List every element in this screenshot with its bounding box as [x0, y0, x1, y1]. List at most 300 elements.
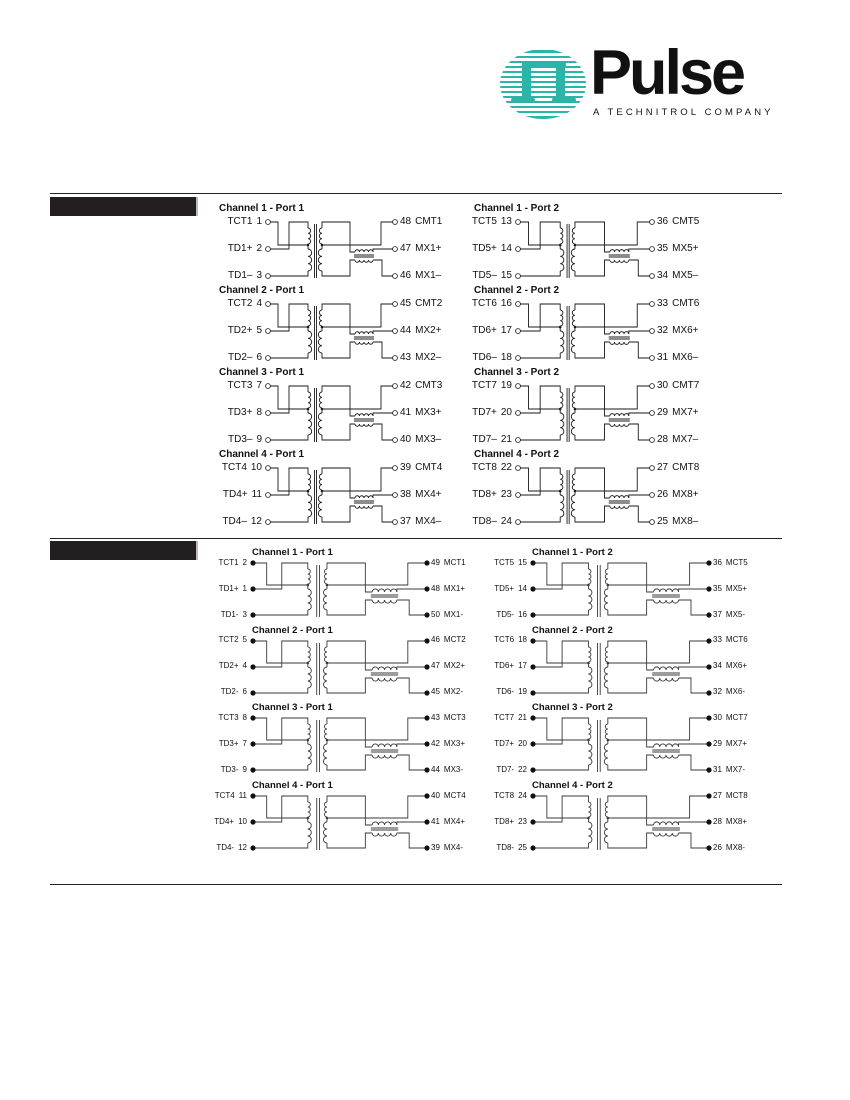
- pin-terminal: [251, 820, 255, 824]
- primary-coil-lower: [308, 589, 312, 610]
- signal-name: MX7+: [725, 738, 748, 748]
- signal-name: TCT8: [471, 461, 497, 473]
- pin-number: 24: [518, 790, 527, 800]
- pin-terminal: [266, 220, 271, 225]
- pin-label-left: [472, 517, 512, 527]
- tct-wire: [253, 563, 308, 585]
- sec-bottom-wire: [575, 260, 610, 276]
- sec-bottom-wire: [575, 424, 610, 440]
- pin-number: 22: [518, 764, 527, 774]
- pin-number: 31: [657, 351, 669, 363]
- pin-label-right: [713, 818, 747, 826]
- junction-dot: [321, 408, 324, 411]
- tdn-wire: [533, 843, 588, 848]
- pin-terminal: [707, 768, 711, 772]
- sec-bottom-wire: [327, 678, 372, 693]
- sec-top-wire: [322, 468, 355, 498]
- junction-dot: [607, 817, 610, 820]
- signal-name: MX6+: [672, 324, 699, 336]
- pin-label-right: [713, 636, 748, 644]
- mx-plus-wire: [679, 589, 709, 592]
- secondary-coil-lower: [323, 667, 327, 688]
- pin-label-left: [227, 299, 262, 309]
- sec-center-wire: [608, 563, 709, 585]
- secondary-coil-lower: [604, 744, 608, 765]
- pin-label-left: [494, 792, 527, 800]
- tdn-wire: [268, 353, 308, 358]
- choke-bottom-coil: [610, 424, 629, 426]
- pin-terminal: [425, 794, 429, 798]
- signal-name: TCT5: [494, 557, 515, 567]
- sec-center-wire: [327, 563, 427, 585]
- pin-terminal: [251, 690, 255, 694]
- signal-name: MX4–: [415, 515, 442, 527]
- choke-bottom-coil: [610, 260, 629, 262]
- sec-bottom-wire: [608, 678, 654, 693]
- sec-top-wire: [322, 386, 355, 416]
- junction-dot: [587, 739, 590, 742]
- mx-plus-wire: [629, 413, 652, 416]
- signal-name: MX2+: [443, 661, 466, 671]
- pin-terminal: [425, 561, 429, 565]
- sec-center-wire: [327, 718, 427, 740]
- pin-terminal: [707, 716, 711, 720]
- junction-dot: [574, 326, 577, 329]
- pin-label-left: [221, 688, 247, 696]
- pin-label-left: [219, 662, 247, 670]
- secondary-coil-lower: [318, 331, 322, 353]
- pin-number: 22: [500, 461, 512, 473]
- pin-label-left: [472, 463, 512, 473]
- pin-number: 3: [242, 609, 247, 619]
- pin-label-right: [400, 353, 441, 363]
- pin-terminal: [266, 329, 271, 334]
- pin-label-right: [713, 559, 748, 567]
- signal-name: TD1+: [227, 242, 253, 254]
- choke-bottom-coil: [372, 833, 397, 836]
- signal-name: TCT6: [471, 297, 497, 309]
- sec-center-wire: [608, 796, 709, 818]
- primary-coil-lower: [308, 413, 312, 435]
- mx-plus-wire: [397, 667, 427, 670]
- signal-name: TD5-: [496, 609, 515, 619]
- pin-terminal: [707, 638, 711, 642]
- signal-name: TD8+: [472, 488, 497, 500]
- pin-number: 46: [431, 635, 440, 645]
- signal-name: TCT3: [218, 712, 239, 722]
- pin-label-left: [216, 844, 247, 852]
- pin-label-left: [215, 792, 247, 800]
- secondary-coil-upper: [605, 724, 608, 739]
- sec-center-wire: [327, 796, 427, 818]
- pin-number: 15: [500, 269, 512, 281]
- primary-coil-lower: [308, 495, 312, 517]
- mx-plus-wire: [629, 249, 652, 252]
- pin-label-right: [657, 326, 699, 336]
- junction-dot: [307, 408, 310, 411]
- pin-terminal: [516, 247, 521, 252]
- sec-center-wire: [608, 641, 709, 663]
- pin-label-left: [228, 408, 262, 418]
- mx-minus-wire: [679, 678, 709, 693]
- pin-terminal: [650, 247, 655, 252]
- choke-top-coil: [372, 822, 397, 825]
- pin-label-right: [400, 408, 442, 418]
- pin-terminal: [516, 411, 521, 416]
- transformer-schematic: [249, 702, 431, 776]
- sec-center-wire: [575, 386, 652, 409]
- mx-minus-wire: [373, 260, 395, 276]
- pin-number: 27: [713, 790, 722, 800]
- pin-label-right: [400, 271, 441, 281]
- pin-terminal: [531, 846, 535, 850]
- tct-wire: [518, 386, 560, 409]
- pin-number: 19: [518, 687, 527, 697]
- sec-top-wire: [608, 718, 654, 747]
- sec-center-wire: [322, 386, 395, 409]
- signal-name: TD2-: [220, 687, 239, 697]
- pin-number: 1: [242, 583, 247, 593]
- pin-number: 9: [256, 433, 262, 445]
- pin-label-right: [400, 463, 442, 473]
- pin-terminal: [393, 384, 398, 389]
- signal-name: MX3+: [443, 738, 466, 748]
- signal-name: MX6-: [725, 687, 746, 697]
- pin-terminal: [516, 466, 521, 471]
- channel-title: Channel 1 - Port 1: [219, 203, 305, 214]
- pin-terminal: [531, 820, 535, 824]
- signal-name: MX5+: [672, 242, 699, 254]
- signal-name: MX1-: [443, 609, 464, 619]
- pin-number: 4: [242, 661, 247, 671]
- pin-terminal: [266, 411, 271, 416]
- transformer-schematic: [529, 780, 713, 854]
- pin-terminal: [531, 613, 535, 617]
- pin-number: 26: [713, 842, 722, 852]
- secondary-coil-lower: [571, 495, 575, 517]
- transformer-schematic: [514, 203, 656, 282]
- pin-terminal: [393, 411, 398, 416]
- pin-label-left: [222, 517, 262, 527]
- primary-coil-upper: [588, 647, 591, 662]
- signal-name: TD5+: [494, 583, 515, 593]
- transformer-schematic: [264, 285, 399, 364]
- pin-label-left: [228, 271, 262, 281]
- tdn-wire: [518, 517, 560, 522]
- sec-bottom-wire: [327, 755, 372, 770]
- pin-number: 36: [657, 215, 669, 227]
- choke-top-coil: [610, 332, 629, 334]
- pin-label-right: [400, 435, 441, 445]
- choke-bottom-coil: [654, 600, 679, 603]
- pin-label-right: [713, 766, 745, 774]
- pin-number: 48: [431, 583, 440, 593]
- sec-center-wire: [322, 222, 395, 245]
- choke-bottom-coil: [610, 342, 629, 344]
- channel-title: Channel 4 - Port 1: [219, 449, 305, 460]
- pin-terminal: [251, 561, 255, 565]
- pin-number: 38: [400, 488, 412, 500]
- pin-terminal: [531, 768, 535, 772]
- pin-label-left: [472, 381, 512, 391]
- sec-center-wire: [322, 304, 395, 327]
- mx-plus-wire: [373, 495, 395, 498]
- mx-minus-wire: [397, 755, 427, 770]
- pin-terminal: [266, 247, 271, 252]
- tct-wire: [253, 718, 308, 740]
- transformer-schematic: [529, 547, 713, 621]
- pin-number: 5: [242, 635, 247, 645]
- sec-bottom-wire: [327, 833, 372, 848]
- pin-number: 9: [242, 764, 247, 774]
- pin-number: 37: [400, 515, 412, 527]
- pin-number: 46: [400, 269, 412, 281]
- mx-plus-wire: [679, 744, 709, 747]
- mx-minus-wire: [629, 342, 652, 358]
- pin-number: 2: [256, 242, 262, 254]
- pin-label-left: [494, 585, 527, 593]
- choke-top-coil: [610, 250, 629, 252]
- pin-number: 35: [657, 242, 669, 254]
- choke-top-coil: [610, 414, 629, 416]
- choke-bottom-coil: [372, 755, 397, 758]
- pin-label-left: [472, 271, 512, 281]
- pin-label-right: [431, 688, 463, 696]
- signal-name: TCT3: [227, 379, 253, 391]
- pin-number: 12: [238, 842, 247, 852]
- pin-label-right: [657, 490, 699, 500]
- pin-terminal: [650, 274, 655, 279]
- pin-label-right: [400, 217, 442, 227]
- pin-number: 6: [242, 687, 247, 697]
- transformer-schematic: [529, 625, 713, 699]
- sec-center-wire: [322, 468, 395, 491]
- pin-label-left: [494, 714, 527, 722]
- signal-name: TD7–: [472, 433, 497, 445]
- pin-number: 10: [238, 816, 247, 826]
- pin-label-left: [496, 844, 527, 852]
- pin-number: 2: [242, 557, 247, 567]
- pin-number: 10: [250, 461, 262, 473]
- pin-number: 6: [256, 351, 262, 363]
- pin-label-right: [713, 611, 745, 619]
- pin-terminal: [650, 302, 655, 307]
- pin-label-right: [431, 714, 466, 722]
- pin-label-left: [494, 818, 527, 826]
- signal-name: TD6+: [494, 661, 515, 671]
- secondary-coil-lower: [571, 249, 575, 271]
- pin-number: 39: [400, 461, 412, 473]
- pin-terminal: [650, 411, 655, 416]
- secondary-coil-lower: [604, 667, 608, 688]
- pin-terminal: [531, 690, 535, 694]
- tdn-wire: [268, 517, 308, 522]
- sec-bottom-wire: [575, 506, 610, 522]
- junction-dot: [587, 661, 590, 664]
- pin-number: 21: [518, 712, 527, 722]
- pin-number: 7: [256, 379, 262, 391]
- pin-number: 33: [713, 635, 722, 645]
- signal-name: TD6+: [472, 324, 497, 336]
- pin-label-left: [227, 217, 262, 227]
- choke-bottom-coil: [610, 506, 629, 508]
- channel-title: Channel 2 - Port 1: [252, 624, 333, 636]
- secondary-coil-upper: [572, 392, 575, 408]
- sec-center-wire: [575, 222, 652, 245]
- pin-terminal: [393, 274, 398, 279]
- signal-name: TCT5: [471, 215, 497, 227]
- tdn-wire: [268, 271, 308, 276]
- pin-label-right: [431, 559, 466, 567]
- junction-dot: [326, 584, 329, 587]
- pin-number: 45: [431, 687, 440, 697]
- primary-coil-upper: [588, 802, 591, 817]
- sec-top-wire: [575, 468, 610, 498]
- pin-number: 41: [431, 816, 440, 826]
- primary-coil-upper: [308, 647, 311, 662]
- pin-terminal: [393, 247, 398, 252]
- pin-terminal: [531, 638, 535, 642]
- pin-terminal: [425, 742, 429, 746]
- choke-top-coil: [372, 589, 397, 592]
- junction-dot: [321, 326, 324, 329]
- pin-number: 12: [250, 515, 262, 527]
- signal-name: MCT8: [725, 790, 748, 800]
- signal-name: TD4+: [214, 816, 235, 826]
- mx-minus-wire: [629, 506, 652, 522]
- pin-label-right: [657, 463, 699, 473]
- secondary-coil-lower: [318, 413, 322, 435]
- mx-minus-wire: [397, 678, 427, 693]
- signal-name: TCT7: [471, 379, 497, 391]
- signal-name: TCT2: [218, 635, 239, 645]
- signal-name: CMT7: [672, 379, 700, 391]
- signal-name: CMT4: [415, 461, 443, 473]
- pin-terminal: [516, 356, 521, 361]
- junction-dot: [607, 661, 610, 664]
- pin-label-right: [431, 766, 463, 774]
- pin-terminal: [425, 664, 429, 668]
- junction-dot: [307, 244, 310, 247]
- junction-dot: [574, 244, 577, 247]
- signal-name: TD7+: [494, 738, 515, 748]
- sec-bottom-wire: [608, 833, 654, 848]
- pin-terminal: [707, 846, 711, 850]
- logo-tagline: A TECHNITROL COMPANY: [593, 107, 774, 118]
- pin-label-left: [494, 559, 527, 567]
- pin-number: 11: [251, 488, 262, 500]
- pin-label-right: [713, 714, 748, 722]
- primary-coil-lower: [588, 822, 592, 843]
- pin-number: 34: [713, 661, 722, 671]
- transformer-schematic: [249, 547, 431, 621]
- pin-label-left: [219, 740, 247, 748]
- pin-number: 39: [431, 842, 440, 852]
- tct-wire: [533, 796, 588, 818]
- signal-name: MX6+: [725, 661, 748, 671]
- secondary-coil-lower: [571, 331, 575, 353]
- pin-terminal: [531, 587, 535, 591]
- pin-terminal: [531, 561, 535, 565]
- pin-label-left: [221, 611, 247, 619]
- mx-minus-wire: [397, 600, 427, 615]
- choke-top-coil: [355, 414, 373, 416]
- pin-number: 50: [431, 609, 440, 619]
- signal-name: MCT5: [725, 557, 748, 567]
- choke-top-coil: [372, 744, 397, 747]
- signal-name: MCT3: [443, 712, 466, 722]
- secondary-coil-upper: [605, 569, 608, 584]
- pin-terminal: [251, 587, 255, 591]
- junction-dot: [574, 408, 577, 411]
- signal-name: TD3-: [220, 764, 239, 774]
- tct-wire: [533, 641, 588, 663]
- signal-name: TD6-: [496, 687, 515, 697]
- secondary-coil-upper: [605, 647, 608, 662]
- signal-name: MCT1: [443, 557, 466, 567]
- pin-terminal: [707, 587, 711, 591]
- sec-bottom-wire: [322, 342, 355, 358]
- pin-terminal: [393, 302, 398, 307]
- choke-top-coil: [355, 332, 373, 334]
- junction-dot: [587, 817, 590, 820]
- pin-label-left: [472, 217, 512, 227]
- signal-name: TD2–: [227, 351, 253, 363]
- pin-terminal: [393, 438, 398, 443]
- tct-wire: [533, 718, 588, 740]
- pin-label-left: [472, 326, 512, 336]
- pin-terminal: [266, 438, 271, 443]
- junction-dot: [307, 661, 310, 664]
- primary-coil-upper: [308, 802, 311, 817]
- mx-minus-wire: [679, 600, 709, 615]
- signal-name: MX4+: [443, 816, 466, 826]
- signal-name: TD4–: [222, 515, 247, 527]
- sec-center-wire: [608, 718, 709, 740]
- signal-name: MX1–: [415, 269, 442, 281]
- pin-number: 37: [713, 609, 722, 619]
- pin-number: 21: [500, 433, 512, 445]
- pin-label-left: [222, 463, 262, 473]
- sec-bottom-wire: [327, 600, 372, 615]
- pin-terminal: [266, 493, 271, 498]
- primary-coil-lower: [308, 822, 312, 843]
- pin-number: 28: [713, 816, 722, 826]
- mx-minus-wire: [373, 424, 395, 440]
- pin-terminal: [650, 520, 655, 525]
- pin-label-left: [228, 326, 262, 336]
- signal-name: CMT1: [415, 215, 443, 227]
- pin-terminal: [707, 690, 711, 694]
- signal-name: MX2-: [443, 687, 464, 697]
- pin-label-left: [472, 299, 512, 309]
- choke-bottom-coil: [372, 600, 397, 603]
- sec-top-wire: [608, 641, 654, 670]
- signal-name: MX8-: [725, 842, 746, 852]
- pin-label-left: [227, 381, 262, 391]
- choke-top-coil: [355, 496, 373, 498]
- transformer-schematic: [249, 780, 431, 854]
- pin-terminal: [531, 664, 535, 668]
- tct-wire: [268, 386, 308, 409]
- tct-wire: [253, 641, 308, 663]
- pin-label-left: [472, 490, 512, 500]
- junction-dot: [307, 490, 310, 493]
- tct-wire: [533, 563, 588, 585]
- pin-number: 13: [500, 215, 512, 227]
- choke-bottom-coil: [654, 833, 679, 836]
- pin-label-right: [713, 662, 747, 670]
